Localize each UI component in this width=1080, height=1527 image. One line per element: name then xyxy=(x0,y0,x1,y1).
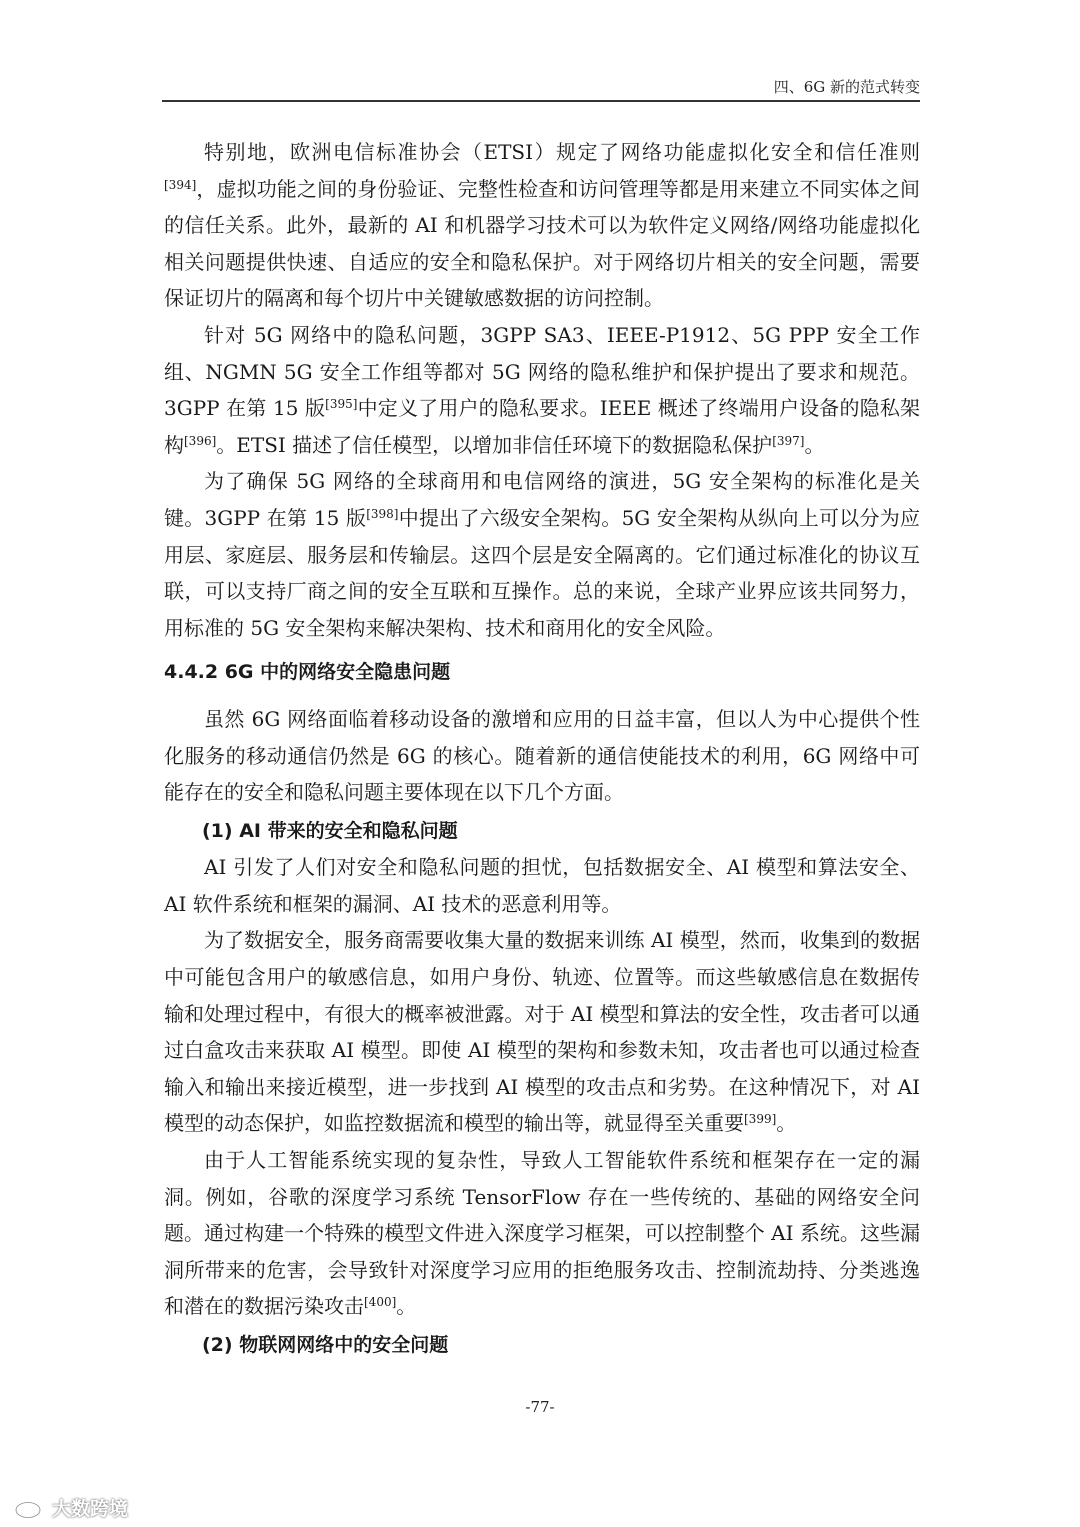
header-rule xyxy=(162,100,920,102)
paragraph-text: 。 xyxy=(776,1111,797,1136)
page-content xyxy=(164,134,920,1364)
paragraph-text: 。 xyxy=(804,432,825,457)
paragraph-data-security xyxy=(164,922,920,1142)
paragraph-text: 中定义了用户的隐私要求。IEEE 概述了终端用户设备的隐私架构 xyxy=(164,396,920,457)
citation-ref: [400] xyxy=(364,1295,397,1310)
paragraph-text: 中提出了六级安全架构。5G 安全架构从纵向上可以分为应用层、家庭层、服务层和传输层。这四个层是安全隔离的。它们通过标准化的协议互联，可以支持厂商之间的安全互联和互操作。总的来说，全球产业界应该共同努力，用标准的 5G 安全架构来解决架构、技术和商用化的安全风险。 xyxy=(164,505,920,640)
paragraph-text: ，虚拟功能之间的身份验证、完整性检查和访问管理等都是用来建立不同实体之间的信任关系。此外，最新的 AI 和机器学习技术可以为软件定义网络/网络功能虚拟化相关问题提供快速、自适应的安全和隐私保护。对于网络切片相关的安全问题，需要保证切片的隔离和每个切片中关键敏感数据的访问控制。 xyxy=(164,176,920,311)
subheading-iot-security: (2) 物联网网络中的安全问题 xyxy=(202,1334,449,1356)
paragraph-text: 虽然 6G 网络面临着移动设备的激增和应用的日益丰富，但以人为中心提供个性化服务的移动通信仍然是 6G 的核心。随着新的通信使能技术的利用，6G 网络中可能存在的安全和隐私问题主要体现在以下几个方面。 xyxy=(164,706,920,805)
paragraph-text: 特别地，欧洲电信标准协会（ETSI）规定了网络功能虚拟化安全和信任准则 xyxy=(204,140,920,164)
paragraph-text: 为了数据安全，服务商需要收集大量的数据来训练 AI 模型，然而，收集到的数据中可能包含用户的敏感信息，如用户身份、轨迹、位置等。而这些敏感信息在数据传输和处理过程中，有很大的概率被泄露。对于 AI 模型和算法的安全性，攻击者可以通过白盒攻击来获取 AI 模型。即使 AI 模型的架构和参数未知，攻击者也可以通过检查输入和输出来接近模型，进一步找到 AI 模型的攻击点和劣势。在这种情况下，对 AI 模型的动态保护，如监控数据流和模型的输出等，就显得至关重要 xyxy=(164,928,920,1136)
subheading-ai-security: (1) AI 带来的安全和隐私问题 xyxy=(202,819,458,842)
paragraph-text: AI 引发了人们对安全和隐私问题的担忧，包括数据安全、AI 模型和算法安全、AI 软件系统和框架的漏洞、AI 技术的恶意利用等。 xyxy=(164,855,920,916)
paragraph-privacy-standards xyxy=(164,317,920,463)
weibo-logo-icon xyxy=(14,1497,48,1519)
section-heading: 4.4.2 6G 中的网络安全隐患问题 xyxy=(164,661,451,684)
paragraph-text: 为了确保 5G 网络的全球商用和电信网络的演进，5G 安全架构的标准化是关键。3GPP 在第 15 版 xyxy=(164,469,920,530)
paragraph-text: 针对 5G 网络中的隐私问题，3GPP SA3、IEEE-P1912、5G PPP 安全工作组、NGMN 5G 安全工作组等都对 5G 网络的隐私维护和保护提出了要求和规范。3GPP 在第 15 版 xyxy=(164,322,920,421)
paragraph-security-architecture xyxy=(164,463,920,646)
paragraph-ai-concerns xyxy=(164,849,920,922)
watermark xyxy=(14,1494,128,1521)
paragraph-text: 。 xyxy=(396,1294,417,1319)
paragraph-etsi xyxy=(164,134,920,317)
paragraph-text: 由于人工智能系统实现的复杂性，导致人工智能软件系统和框架存在一定的漏洞。例如，谷歌的深度学习系统 TensorFlow 存在一些传统的、基础的网络安全问题。通过构建一个特殊的模型文件进入深度学习框架，可以控制整个 AI 系统。这些漏洞所带来的危害，会导致针对深度学习应用的拒绝服务攻击、控制流劫持、分类逃逸和潜在的数据污染攻击 xyxy=(164,1148,920,1319)
page-number: -77- xyxy=(525,1398,555,1416)
paragraph-framework-vulnerabilities xyxy=(164,1142,920,1325)
watermark-text: 大数跨境 xyxy=(52,1498,129,1520)
citation-ref: [398] xyxy=(366,506,399,521)
citation-ref: [394] xyxy=(164,177,197,192)
citation-ref: [399] xyxy=(744,1112,777,1127)
running-header: 四、6G 新的范式转变 xyxy=(773,78,920,96)
citation-ref: [395] xyxy=(325,397,358,412)
paragraph-6g-intro xyxy=(164,701,920,811)
citation-ref: [397] xyxy=(772,433,805,448)
citation-ref: [396] xyxy=(184,433,217,448)
paragraph-text: 。ETSI 描述了信任模型，以增加非信任环境下的数据隐私保护 xyxy=(216,432,773,457)
